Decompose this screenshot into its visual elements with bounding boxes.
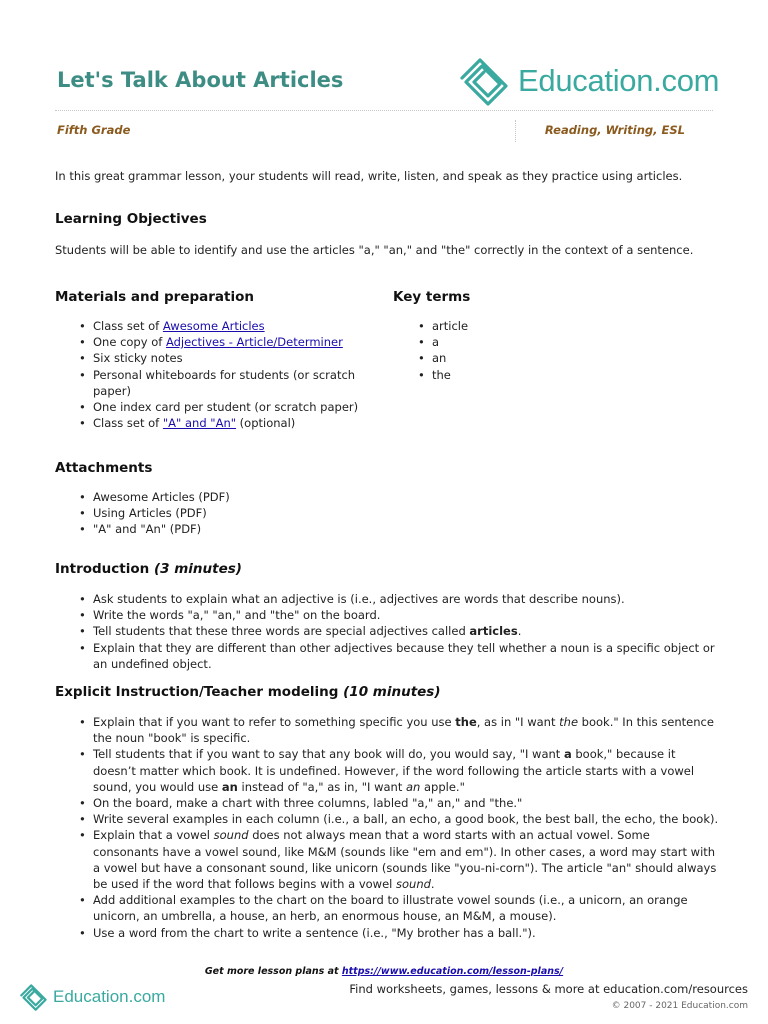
list-item: • Using Articles (PDF) bbox=[79, 505, 479, 521]
list-item: • Personal whiteboards for students (or scratch paper) bbox=[79, 367, 379, 399]
list-item: • the bbox=[418, 367, 618, 383]
lesson-plans-link[interactable]: https://www.education.com/lesson-plans/ bbox=[341, 966, 564, 977]
meta-divider bbox=[515, 120, 516, 142]
paperclip-logo-icon bbox=[18, 983, 50, 1011]
list-item: • Ask students to explain what an adjective is (i.e., adjectives are words that describe nouns). bbox=[79, 591, 719, 607]
list-item: • Write several examples in each column (i.e., a ball, an echo, a good book, the best ball, the echo, the book). bbox=[79, 811, 719, 827]
introduction-list bbox=[79, 591, 719, 672]
attachments-list bbox=[79, 489, 479, 538]
list-item: • Explain that they are different than other adjectives because they tell whether a noun is a specific object or an undefined object. bbox=[79, 640, 719, 672]
materials-list bbox=[79, 318, 379, 431]
list-item: • a bbox=[418, 334, 618, 350]
list-item: • article bbox=[418, 318, 618, 334]
objectives-heading: Learning Objectives bbox=[55, 211, 207, 227]
header-logo[interactable] bbox=[456, 56, 719, 106]
list-item: • Explain that a vowel sound does not always mean that a word starts with an actual vowel. Some consonants have a vowel sound, like M&M (sounds like "em and em"). In other cases, a word may start with a vowel but have a consonant sound, like unicorn (sounds like "you-ni-corn"). The article "an" should always be used if the word that follows begins with a vowel sound. bbox=[79, 827, 719, 892]
list-item: • Write the words "a," "an," and "the" on the board. bbox=[79, 607, 719, 623]
list-item: • Class set of "A" and "An" (optional) bbox=[79, 415, 379, 431]
list-item: • Awesome Articles (PDF) bbox=[79, 489, 479, 505]
adjectives-article-link[interactable]: Adjectives - Article/Determiner bbox=[165, 335, 343, 350]
attachments-heading: Attachments bbox=[55, 460, 153, 476]
explicit-instruction-heading: Explicit Instruction/Teacher modeling (10 minutes) bbox=[55, 684, 441, 700]
footer-promo: Get more lesson plans at https://www.education.com/lesson-plans/ bbox=[204, 966, 564, 977]
list-item: • Tell students that these three words are special adjectives called articles. bbox=[79, 623, 719, 639]
footer-resources-text: Find worksheets, games, lessons & more at education.com/resources bbox=[349, 982, 748, 996]
objectives-text: Students will be able to identify and use the articles "a," "an," and "the" correctly in the context of a sentence. bbox=[55, 243, 694, 257]
footer-logo[interactable] bbox=[18, 983, 165, 1011]
explicit-instruction-list bbox=[79, 714, 719, 941]
awesome-articles-link[interactable]: Awesome Articles bbox=[162, 319, 265, 333]
logo-text: Education.com bbox=[518, 63, 720, 98]
page-title: Let's Talk About Articles bbox=[57, 68, 344, 92]
intro-paragraph: In this great grammar lesson, your students will read, write, listen, and speak as they practice using articles. bbox=[55, 169, 683, 183]
list-item: • One index card per student (or scratch paper) bbox=[79, 399, 379, 415]
header-divider bbox=[55, 110, 713, 111]
list-item: • Class set of Awesome Articles bbox=[79, 318, 379, 334]
key-terms-heading: Key terms bbox=[393, 289, 471, 305]
list-item: • On the board, make a chart with three columns, labled "a," an," and "the." bbox=[79, 795, 719, 811]
list-item: • Six sticky notes bbox=[79, 350, 379, 366]
footer-logo-text: Education.com bbox=[53, 987, 166, 1006]
list-item: • Add additional examples to the chart on the board to illustrate vowel sounds (i.e., a unicorn, an orange unicorn, an umbrella, a house, an herb, an enormous house, an M&M, a mouse). bbox=[79, 892, 719, 924]
list-item: • "A" and "An" (PDF) bbox=[79, 521, 479, 537]
footer-copyright: © 2007 - 2021 Education.com bbox=[611, 1001, 748, 1011]
list-item: • Use a word from the chart to write a sentence (i.e., "My brother has a ball."). bbox=[79, 925, 719, 941]
list-item: • Tell students that if you want to say that any book will do, you would say, "I want a book," because it doesn’t matter which book. It is undefined. However, if the word following the article starts with a vowel sound, you would use an instead of "a," as in, "I want an apple." bbox=[79, 746, 719, 795]
materials-heading: Materials and preparation bbox=[55, 289, 254, 305]
list-item: • Explain that if you want to refer to something specific you use the, as in "I want the book." In this sentence the noun "book" is specific. bbox=[79, 714, 719, 746]
key-terms-list bbox=[418, 318, 618, 383]
introduction-heading: Introduction (3 minutes) bbox=[55, 561, 242, 577]
list-item: • an bbox=[418, 350, 618, 366]
grade-label: Fifth Grade bbox=[57, 123, 131, 137]
list-item: • One copy of Adjectives - Article/Determiner bbox=[79, 334, 379, 350]
a-and-an-link[interactable]: "A" and "An" bbox=[162, 416, 237, 431]
paperclip-logo-icon bbox=[456, 56, 514, 106]
subjects-label: Reading, Writing, ESL bbox=[544, 123, 685, 137]
